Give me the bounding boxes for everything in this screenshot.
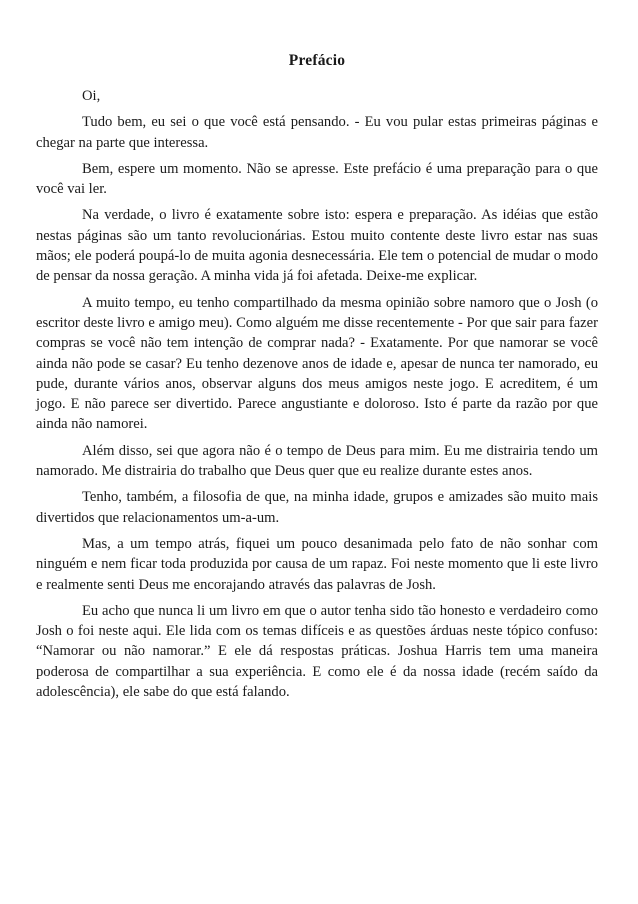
paragraph: A muito tempo, eu tenho compartilhado da mesma opinião sobre namoro que o Josh (o escritor deste livro e amigo meu). Como alguém me disse recentemente - Por que sair para fazer compras se você não tem intenção de comprar nada? - Exatamente. Por que namorar se você ainda não pode se casar? Eu tenho dezenove anos de idade e, apesar de nunca ter namorado, eu pude, durante vários anos, observar alguns dos meus amigos neste jogo. E acreditem, é um jogo. E não parece ser divertido. Parece angustiante e doloroso. Isto é parte da razão por que ainda não namorei. [36, 294, 598, 433]
body-text [36, 86, 598, 702]
paragraph: Oi, [82, 88, 101, 104]
page-title: Prefácio [288, 52, 346, 69]
paragraph: Mas, a um tempo atrás, fiquei um pouco desanimada pelo fato de não sonhar com ninguém e nem ficar toda produzida por causa de um rapaz. Foi neste momento que li este livro e realmente senti Deus me encorajando através das palavras de Josh. [36, 535, 598, 593]
paragraph: Tudo bem, eu sei o que você está pensando. - Eu vou pular estas primeiras páginas e chegar na parte que interessa. [36, 114, 598, 151]
paragraph: Além disso, sei que agora não é o tempo de Deus para mim. Eu me distrairia tendo um namorado. Me distrairia do trabalho que Deus quer que eu realize durante estes anos. [36, 442, 598, 480]
paragraph: Tenho, também, a filosofia de que, na minha idade, grupos e amizades são muito mais divertidos que relacionamentos um-a-um. [36, 489, 598, 526]
paragraph: Na verdade, o livro é exatamente sobre isto: espera e preparação. As idéias que estão nestas páginas são um tanto revolucionárias. Estou muito contente deste livro estar nas suas mãos; ele poderá poupá-lo de muita agonia desnecessária. Ele tem o potencial de mudar o modo de pensar da nossa geração. A minha vida já foi afetada. Deixe-me explicar. [36, 207, 598, 285]
paragraph: Eu acho que nunca li um livro em que o autor tenha sido tão honesto e verdadeiro como Josh o foi neste aqui. Ele lida com os temas difíceis e as questões árduas neste tópico confuso: “Namorar ou não namorar.” E ele dá respostas práticas. Joshua Harris tem uma maneira poderosa de compartilhar a sua experiência. E como ele é da nossa idade (recém saído da adolescência), ele sabe do que está falando. [36, 602, 598, 701]
paragraph: Bem, espere um momento. Não se apresse. Este prefácio é uma preparação para o que você vai ler. [36, 160, 598, 198]
